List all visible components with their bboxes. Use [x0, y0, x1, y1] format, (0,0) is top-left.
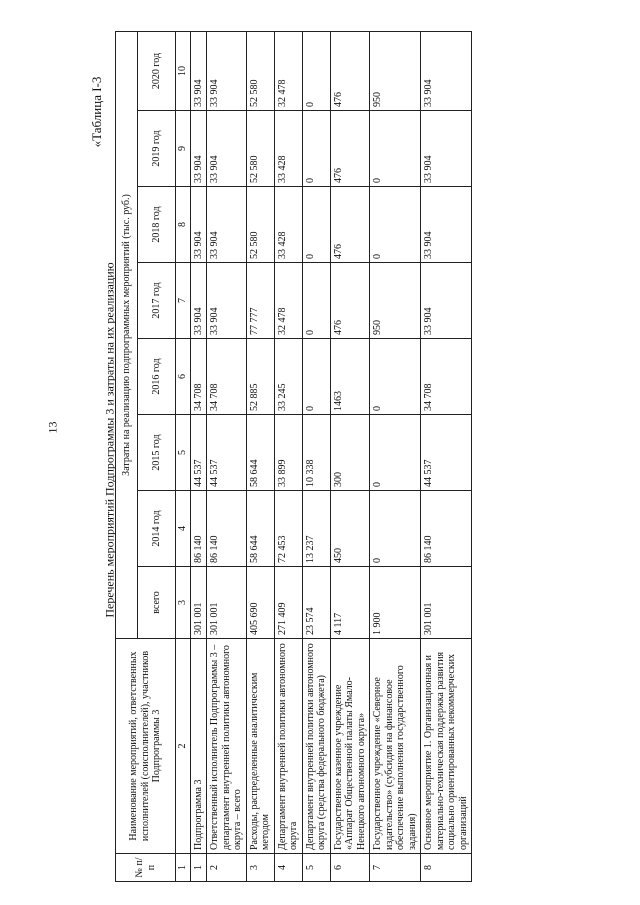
- cell-2018: 33 904: [207, 187, 247, 263]
- row-number: 7: [370, 854, 421, 882]
- cell-2017: 33 904: [207, 263, 247, 339]
- header-no: № п/п: [116, 854, 176, 882]
- cell-2020: 33 904: [421, 31, 472, 110]
- table-row: [274, 31, 302, 881]
- header-year: 2018 год: [138, 187, 176, 263]
- table-container: [115, 32, 615, 882]
- header-total: всего: [138, 567, 176, 639]
- row-total: 301 001: [207, 567, 247, 639]
- cell-2016: 52 885: [246, 339, 274, 415]
- cell-2015: 0: [370, 415, 421, 491]
- table-row: [421, 31, 472, 881]
- row-number: 2: [207, 854, 247, 882]
- row-total: 4 117: [330, 567, 370, 639]
- table-label-text: «Таблица I-3: [89, 76, 104, 148]
- row-total: 301 001: [421, 567, 472, 639]
- row-number: 1: [190, 854, 207, 882]
- column-index: 10: [176, 31, 191, 110]
- header-year: 2014 год: [138, 491, 176, 567]
- table-row: [330, 31, 370, 881]
- cell-2020: 33 904: [190, 31, 207, 110]
- cell-2019: 0: [302, 111, 330, 187]
- header-year: 2019 год: [138, 111, 176, 187]
- row-total: 23 574: [302, 567, 330, 639]
- row-name: Ответственный исполнитель Подпрограммы 3 – департамент внутренней политики автономного округа – всего: [207, 639, 247, 854]
- column-index: 5: [176, 415, 191, 491]
- cell-2015: 58 644: [246, 415, 274, 491]
- row-number: 6: [330, 854, 370, 882]
- cell-2019: 476: [330, 111, 370, 187]
- cell-2020: 52 580: [246, 31, 274, 110]
- row-number: 5: [302, 854, 330, 882]
- cell-2019: 33 904: [421, 111, 472, 187]
- cell-2015: 44 537: [190, 415, 207, 491]
- cell-2020: 32 478: [274, 31, 302, 110]
- cell-2016: 34 708: [207, 339, 247, 415]
- cell-2017: 32 478: [274, 263, 302, 339]
- cell-2016: 34 708: [421, 339, 472, 415]
- cell-2018: 33 904: [190, 187, 207, 263]
- cell-2014: 13 237: [302, 491, 330, 567]
- row-name: Подпрограмма 3: [190, 639, 207, 854]
- measures-table: [115, 31, 472, 882]
- column-index: 7: [176, 263, 191, 339]
- cell-2014: 86 140: [207, 491, 247, 567]
- cell-2020: 0: [302, 31, 330, 110]
- row-name: Департамент внутренней политики автономного округа (средства федерального бюджета): [302, 639, 330, 854]
- cell-2017: 77 777: [246, 263, 274, 339]
- row-name: Расходы, распределенные аналитическим методом: [246, 639, 274, 854]
- row-name: Государственное учреждение «Северное издательство» (субсидия на финансовое обеспечение выполнения государственного задания): [370, 639, 421, 854]
- table-body: [190, 31, 472, 881]
- page-title-text: Перечень мероприятий Подпрограммы 3 и затраты на их реализацию: [102, 262, 117, 618]
- table-rotator: [115, 32, 615, 882]
- cell-2015: 33 899: [274, 415, 302, 491]
- cell-2014: 58 644: [246, 491, 274, 567]
- cell-2016: 1463: [330, 339, 370, 415]
- row-name: Государственное казенное учреждение «Аппарат Общественной палаты Ямало-Ненецкого автономного округа»: [330, 639, 370, 854]
- cell-2020: 476: [330, 31, 370, 110]
- table-row: [190, 31, 207, 881]
- row-name: Основное мероприятие 1. Организационная и материально-техническая поддержка развития социально ориентированных некоммерческих организаций: [421, 639, 472, 854]
- header-year: 2015 год: [138, 415, 176, 491]
- cell-2018: 33 904: [421, 187, 472, 263]
- cell-2019: 33 904: [207, 111, 247, 187]
- cell-2019: 33 904: [190, 111, 207, 187]
- table-label: [88, 52, 106, 172]
- table-row: [302, 31, 330, 881]
- column-index: 4: [176, 491, 191, 567]
- cell-2019: 0: [370, 111, 421, 187]
- header-costs: Затраты на реализацию подпрограммных мероприятий (тыс. руб.): [116, 31, 138, 638]
- row-name: Департамент внутренней политики автономного округа: [274, 639, 302, 854]
- row-number: 4: [274, 854, 302, 882]
- cell-2014: 0: [370, 491, 421, 567]
- table-row: [246, 31, 274, 881]
- column-index: 2: [176, 639, 191, 854]
- cell-2018: 0: [370, 187, 421, 263]
- column-index: 9: [176, 111, 191, 187]
- cell-2017: 476: [330, 263, 370, 339]
- row-total: 1 900: [370, 567, 421, 639]
- cell-2017: 33 904: [421, 263, 472, 339]
- cell-2015: 10 338: [302, 415, 330, 491]
- page-number: 13: [45, 421, 60, 434]
- cell-2018: 33 428: [274, 187, 302, 263]
- cell-2015: 300: [330, 415, 370, 491]
- column-index: 8: [176, 187, 191, 263]
- header-year: 2020 год: [138, 31, 176, 110]
- cell-2014: 72 453: [274, 491, 302, 567]
- cell-2017: 33 904: [190, 263, 207, 339]
- header-name: Наименование мероприятий, ответственных исполнителей (соисполнителей), участников Подпрограммы 3: [116, 639, 176, 854]
- cell-2016: 0: [302, 339, 330, 415]
- cell-2017: 950: [370, 263, 421, 339]
- cell-2014: 86 140: [190, 491, 207, 567]
- row-total: 271 409: [274, 567, 302, 639]
- column-index: 3: [176, 567, 191, 639]
- cell-2016: 34 708: [190, 339, 207, 415]
- cell-2018: 476: [330, 187, 370, 263]
- row-number: 8: [421, 854, 472, 882]
- cell-2016: 0: [370, 339, 421, 415]
- cell-2018: 52 580: [246, 187, 274, 263]
- header-year: 2017 год: [138, 263, 176, 339]
- cell-2018: 0: [302, 187, 330, 263]
- cell-2015: 44 537: [207, 415, 247, 491]
- cell-2016: 33 245: [274, 339, 302, 415]
- row-total: 405 690: [246, 567, 274, 639]
- cell-2017: 0: [302, 263, 330, 339]
- cell-2015: 44 537: [421, 415, 472, 491]
- row-total: 301 001: [190, 567, 207, 639]
- column-index: 1: [176, 854, 191, 882]
- cell-2019: 52 580: [246, 111, 274, 187]
- cell-2014: 450: [330, 491, 370, 567]
- cell-2019: 33 428: [274, 111, 302, 187]
- table-row: [370, 31, 421, 881]
- header-year: 2016 год: [138, 339, 176, 415]
- column-index: 6: [176, 339, 191, 415]
- cell-2014: 86 140: [421, 491, 472, 567]
- table-row: [207, 31, 247, 881]
- cell-2020: 950: [370, 31, 421, 110]
- cell-2020: 33 904: [207, 31, 247, 110]
- row-number: 3: [246, 854, 274, 882]
